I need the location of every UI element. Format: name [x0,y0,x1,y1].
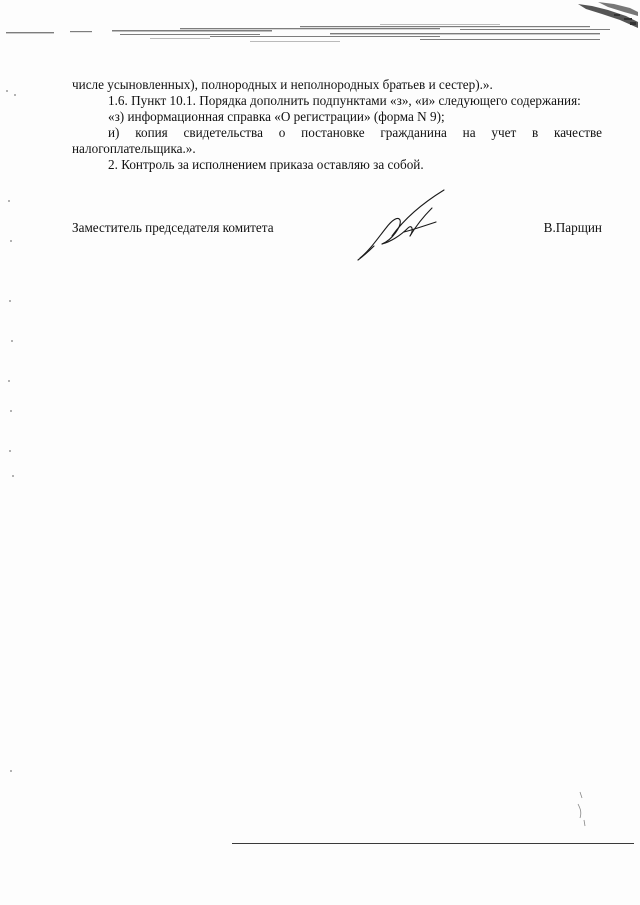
paragraph-continuation: числе усыновленных), полнородных и неполнородных братьев и сестер).». [72,77,493,92]
paragraph-subitem-z: «з) информационная справка «О регистрации» (форма N 9); [108,109,445,124]
bottom-rule-line [232,843,634,844]
document-body [72,77,602,173]
scan-noise-corner [568,0,640,30]
scan-noise-bottom-mark [570,790,592,830]
signatory-position: Заместитель председателя комитета [72,220,274,235]
scan-noise-left-margin [0,80,24,800]
paragraph-item-1-6: 1.6. Пункт 10.1. Порядка дополнить подпунктами «з», «и» следующего содержания: [108,93,581,108]
paragraph-item-2: 2. Контроль за исполнением приказа оставляю за собой. [108,157,424,172]
handwritten-signature [352,186,452,266]
paragraph-subitem-i: и) копия свидетельства о постановке гражданина на учет в качестве налогоплательщика.». [72,125,602,156]
scan-noise-top [0,22,612,46]
signatory-name: В.Парщин [543,220,602,235]
